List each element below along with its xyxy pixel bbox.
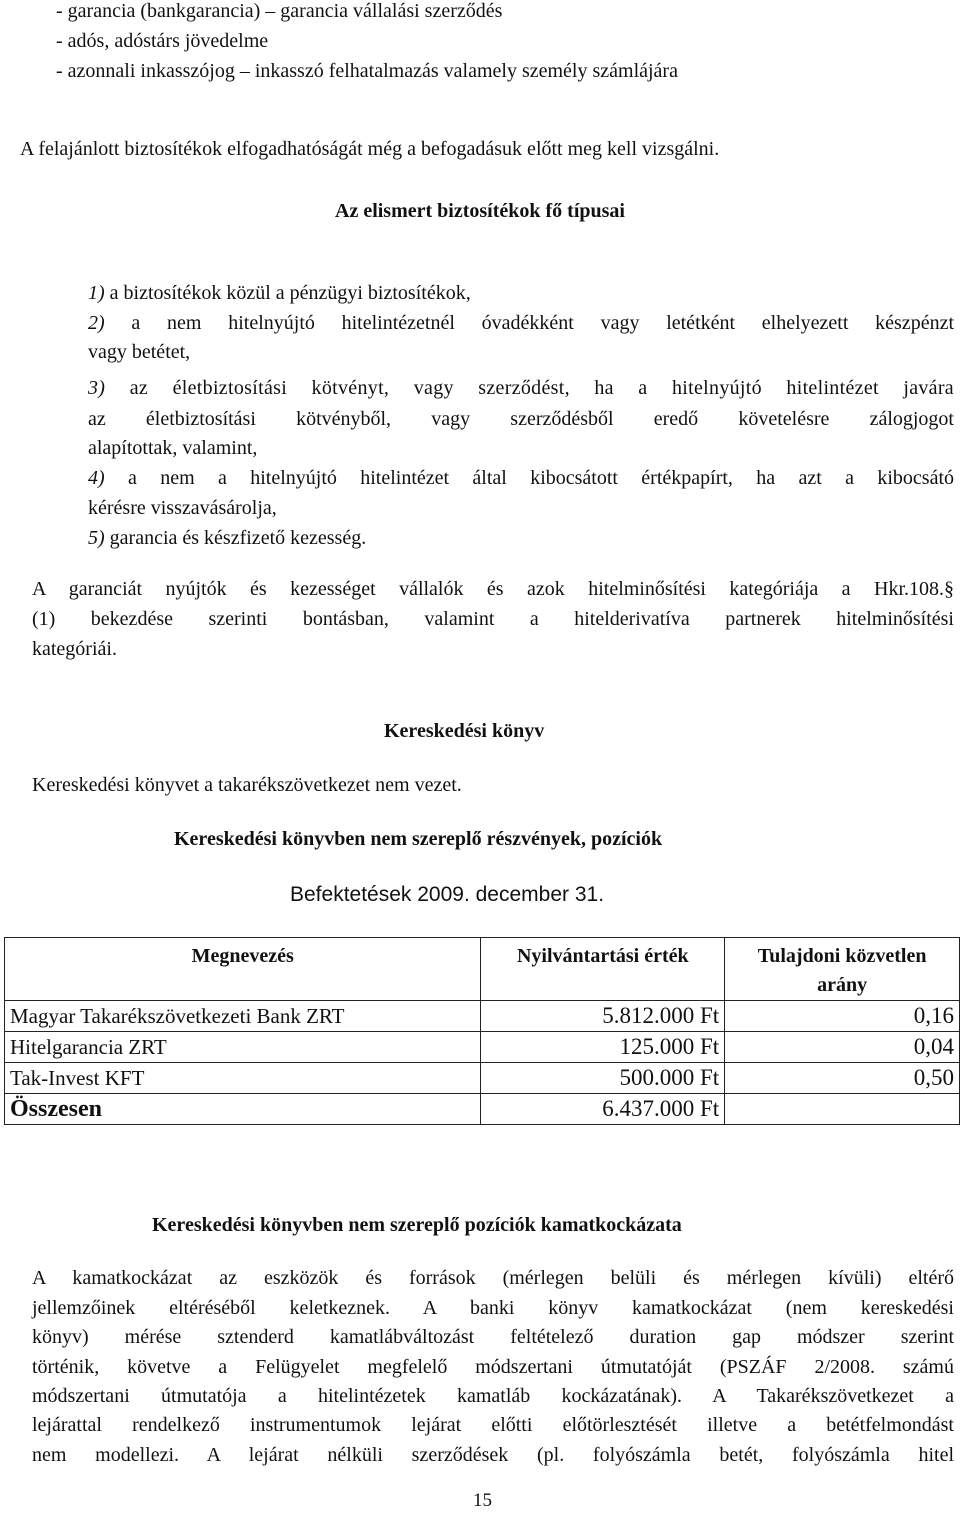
interest-paragraph-line: történik, követve a Felügyelet megfelelő módszertani útmutatóját (PSZÁF 2/2008. számú <box>32 1356 954 1378</box>
investments-caption: Befektetések 2009. december 31. <box>290 883 605 906</box>
list-item <box>88 282 471 305</box>
bullet-item: - garancia (bankgarancia) – garancia vállalási szerződés <box>56 0 503 22</box>
list-text: garancia és készfizető kezesség. <box>109 527 367 549</box>
cell-name: Magyar Takarékszövetkezeti Bank ZRT <box>5 1001 481 1032</box>
interest-heading: Kereskedési könyvben nem szereplő pozíciók kamatkockázata <box>152 1214 682 1236</box>
trading-heading: Kereskedési könyv <box>384 720 545 742</box>
list-item-cont: kérésre visszavásárolja, <box>88 497 277 519</box>
table-row <box>5 1032 960 1063</box>
table-row <box>5 1001 960 1032</box>
list-item <box>88 467 954 490</box>
interest-paragraph-line: A kamatkockázat az eszközök és források (mérlegen belüli és mérlegen kívüli) eltérő <box>32 1267 954 1289</box>
list-item-cont: vagy betétet, <box>88 341 191 363</box>
cell-share: 0,16 <box>725 1001 960 1032</box>
cell-share: 0,50 <box>725 1063 960 1094</box>
cell-name: Tak-Invest KFT <box>5 1063 481 1094</box>
list-text: a nem a hitelnyújtó hitelintézet által kibocsátott értékpapírt, ha azt a kibocsátó <box>128 467 955 489</box>
list-item <box>88 527 366 550</box>
table-row <box>5 1063 960 1094</box>
cell-name: Hitelgarancia ZRT <box>5 1032 481 1063</box>
bullet-item: - adós, adóstárs jövedelme <box>56 30 269 52</box>
list-number: 1) <box>88 282 105 304</box>
table-header-row <box>5 938 960 1001</box>
list-number: 5) <box>88 527 105 549</box>
cell-total-value: 6.437.000 Ft <box>481 1094 725 1125</box>
table-total-row <box>5 1094 960 1125</box>
list-item-cont: az életbiztosítási kötvényből, vagy szerződésből eredő követelésre zálogjogot <box>88 408 954 430</box>
nontrading-heading: Kereskedési könyvben nem szereplő részvények, pozíciók <box>174 828 663 850</box>
types-heading: Az elismert biztosítékok fő típusai <box>335 200 625 222</box>
cell-value: 125.000 Ft <box>481 1032 725 1063</box>
list-number: 4) <box>88 467 105 489</box>
list-text: a nem hitelnyújtó hitelintézetnél óvadékként vagy letétként elhelyezett készpénzt <box>131 312 954 334</box>
cell-value: 500.000 Ft <box>481 1063 725 1094</box>
investments-table <box>4 937 960 1125</box>
list-text: az életbiztosítási kötvényt, vagy szerződést, ha a hitelnyújtó hitelintézet javára <box>129 377 954 399</box>
bullet-item: - azonnali inkasszójog – inkasszó felhatalmazás valamely személy számlájára <box>56 60 678 82</box>
cell-value: 5.812.000 Ft <box>481 1001 725 1032</box>
guarantee-paragraph-line: (1) bekezdése szerinti bontásban, valamint a hitelderivatíva partnerek hitelminősítési <box>32 608 954 630</box>
cell-share: 0,04 <box>725 1032 960 1063</box>
interest-paragraph-line: lejárattal rendelkező instrumentumok lejárat előtti előtörlesztését illetve a betétfelmondást <box>32 1414 954 1436</box>
cell-total-share <box>725 1094 960 1125</box>
list-item-cont: alapítottak, valamint, <box>88 437 258 459</box>
interest-paragraph-line: jellemzőinek eltéréséből keletkeznek. A banki könyv kamatkockázat (nem kereskedési <box>32 1297 954 1319</box>
trading-text: Kereskedési könyvet a takarékszövetkezet nem vezet. <box>32 774 462 796</box>
guarantee-paragraph-line: A garanciát nyújtók és kezességet vállalók és azok hitelminősítési kategóriája a Hkr.108.§ <box>32 578 954 600</box>
column-header: Megnevezés <box>5 938 481 1001</box>
list-item <box>88 312 954 335</box>
interest-paragraph-line: nem modellezi. A lejárat nélküli szerződések (pl. folyószámla betét, folyószámla hitel <box>32 1444 954 1466</box>
list-item <box>88 377 954 400</box>
intro-paragraph: A felajánlott biztosítékok elfogadhatóságát még a befogadásuk előtt meg kell vizsgálni. <box>20 138 720 160</box>
cell-total-label: Összesen <box>5 1094 481 1125</box>
list-text: a biztosítékok közül a pénzügyi biztosítékok, <box>109 282 471 304</box>
interest-paragraph-line: módszertani útmutatója a hitelintézetek kamatláb kockázatának). A Takarékszövetkezet a <box>32 1385 954 1407</box>
list-number: 3) <box>88 377 106 399</box>
column-header: Nyilvántartási érték <box>481 938 725 1001</box>
interest-paragraph-line: könyv) mérése sztenderd kamatlábváltozást feltételező duration gap módszer szerint <box>32 1326 954 1348</box>
page-number: 15 <box>473 1490 492 1511</box>
list-number: 2) <box>88 312 105 334</box>
guarantee-paragraph-line: kategóriái. <box>32 638 117 660</box>
column-header: Tulajdoni közvetlen arány <box>725 938 960 1001</box>
